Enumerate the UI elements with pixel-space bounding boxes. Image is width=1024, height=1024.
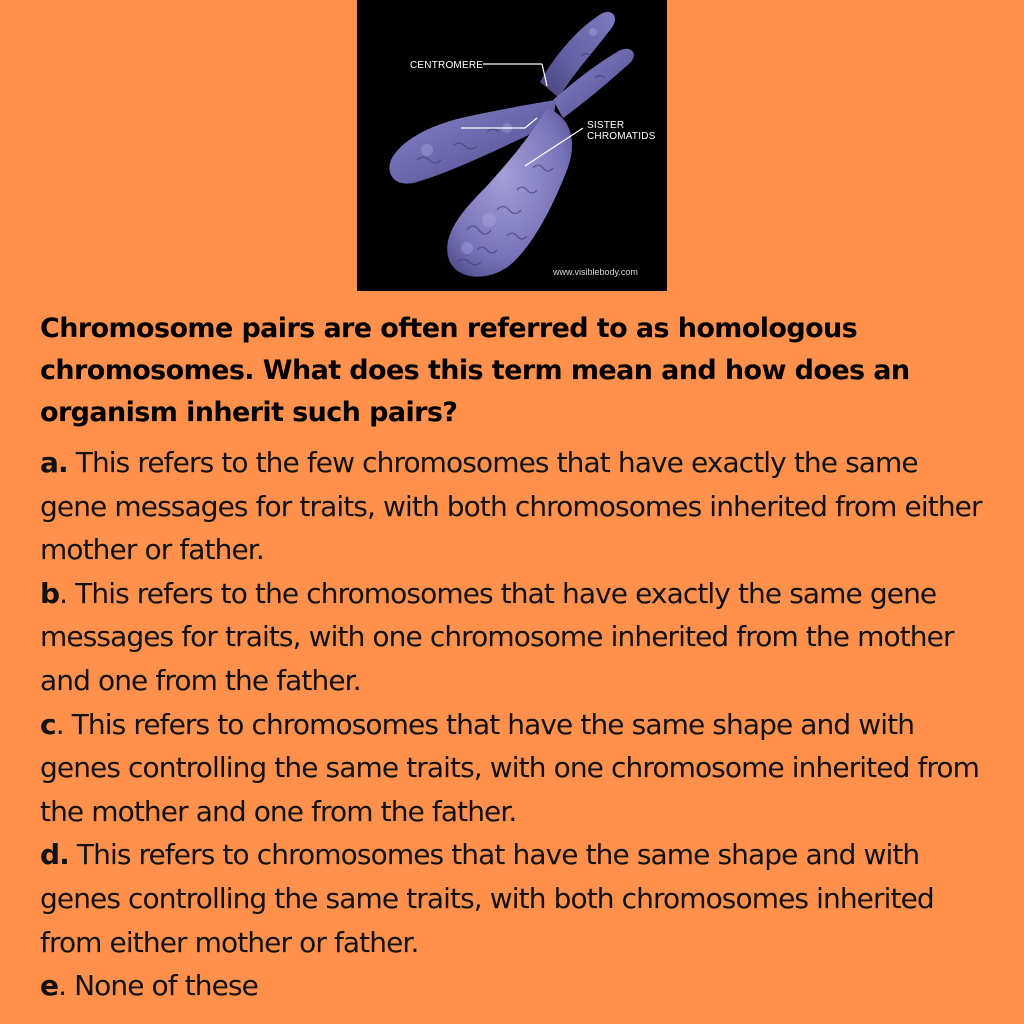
option-b-letter: b [40, 576, 60, 610]
sister-chromatids-label-line2: CHROMATIDS [587, 131, 656, 142]
option-d[interactable] [40, 833, 990, 964]
option-e-letter: e [40, 969, 59, 1003]
option-d-text: This refers to chromosomes that have the same shape and with genes controlling the same traits, with both chromosomes inherited from either mother or father. [40, 838, 934, 959]
option-c[interactable] [40, 703, 990, 834]
centromere-label: CENTROMERE [410, 60, 484, 71]
option-c-text: . This refers to chromosomes that have the same shape and with genes controlling the same traits, with one chromosome inherited from the mother and one from the father. [40, 707, 980, 828]
option-a[interactable] [40, 441, 990, 572]
option-d-letter: d. [40, 838, 69, 872]
option-b-text: . This refers to the chromosomes that have exactly the same gene messages for traits, with one chromosome inherited from the mother and one from the father. [40, 576, 954, 697]
chromosome-illustration [357, 0, 667, 291]
option-e-text: . None of these [58, 969, 258, 1003]
sister-chromatids-label-line1: SISTER [587, 120, 625, 131]
chromosome-figure [357, 0, 667, 291]
answer-options [40, 441, 990, 1008]
option-c-letter: c [40, 707, 56, 741]
option-a-text: This refers to the few chromosomes that have exactly the same gene messages for traits, with both chromosomes inherited from either mother or father. [40, 446, 982, 567]
image-credit: www.visiblebody.com [553, 267, 638, 277]
option-a-letter: a. [40, 446, 68, 479]
option-e[interactable] [40, 964, 990, 1008]
option-b[interactable] [40, 572, 990, 703]
question-text: Chromosome pairs are often referred to as homologous chromosomes. What does this term mean and how does an organism inherit such pairs? [40, 313, 910, 428]
